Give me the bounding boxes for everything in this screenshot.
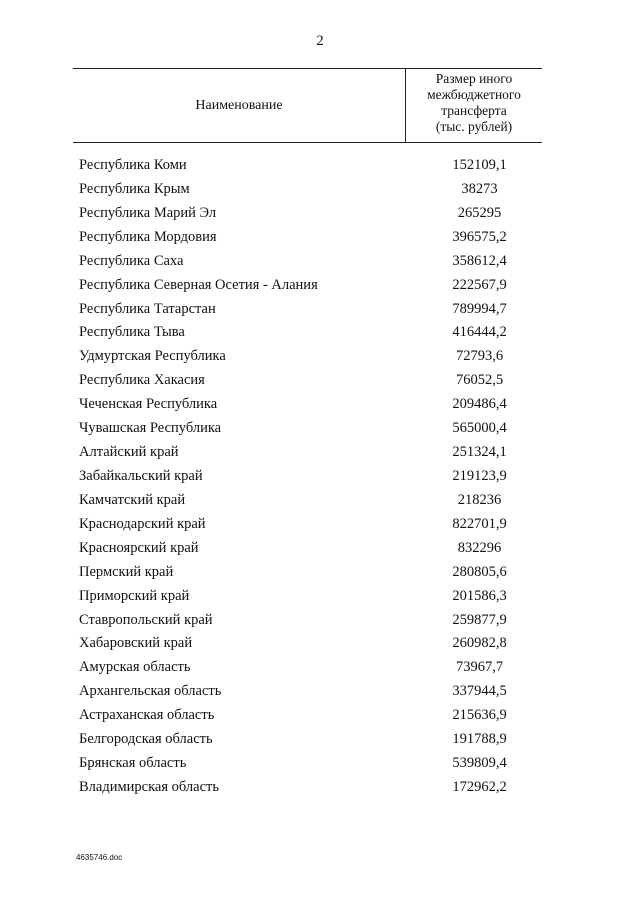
transfer-amount: 396575,2 [452,228,507,245]
table-row [79,369,542,393]
region-name: Ставропольский край [79,611,213,628]
region-name: Чувашская Республика [79,420,222,437]
transfer-amount: 172962,2 [452,778,507,795]
region-name: Забайкальский край [79,467,203,484]
table-row [79,393,542,417]
transfer-amount: 76052,5 [455,372,504,389]
region-name: Камчатский край [79,491,186,508]
transfer-amount: 822701,9 [452,515,507,532]
table-row [79,226,542,250]
table-row [79,274,542,298]
header-value-line: Размер иного [435,71,513,86]
transfer-amount: 191788,9 [452,731,507,748]
region-name: Республика Татарстан [79,300,216,317]
transfer-amount: 73967,7 [455,659,504,676]
table-row [79,609,542,633]
region-name: Архангельская область [79,683,222,700]
transfer-amount: 260982,8 [452,635,507,652]
header-value-line: трансферта [441,103,507,118]
table-row [79,417,542,441]
region-name: Владимирская область [79,778,219,795]
transfer-amount: 152109,1 [452,157,507,173]
header-name-column: Наименование [195,97,283,113]
table-row [79,513,542,537]
table-row [79,776,542,800]
header-value-line: (тыс. рублей) [435,119,513,134]
table-row [79,345,542,369]
transfer-amount: 209486,4 [452,396,507,413]
table-row [79,704,542,728]
transfer-amount: 789994,7 [452,300,507,317]
table-row [79,441,542,465]
page-number: 2 [316,33,324,49]
table-row [79,321,542,345]
region-name: Республика Саха [79,252,184,269]
region-name: Республика Северная Осетия - Алания [79,276,318,293]
header-value-column [406,71,542,135]
table-row [79,752,542,776]
transfer-amount: 416444,2 [452,324,507,341]
table-row [79,632,542,656]
region-name: Брянская область [79,755,187,772]
table-row [79,465,542,489]
transfer-amount: 38273 [461,180,498,197]
table-row [79,585,542,609]
table-row [79,154,542,178]
region-name: Удмуртская Республика [79,348,226,365]
header-value-line: межбюджетного [427,87,521,102]
transfer-amount: 215636,9 [452,707,507,724]
region-name: Республика Марий Эл [79,204,217,221]
region-name: Амурская область [79,659,191,676]
region-name: Пермский край [79,563,174,580]
transfer-amount: 832296 [457,539,502,556]
region-name: Республика Крым [79,180,190,197]
region-name: Республика Тыва [79,324,185,341]
region-name: Красноярский край [79,539,199,556]
transfer-amount: 218236 [457,491,502,508]
region-name: Белгородская область [79,731,213,748]
table-row [79,489,542,513]
table-row [79,656,542,680]
region-name: Приморский край [79,587,190,604]
table-row [79,250,542,274]
transfer-amount: 280805,6 [452,563,507,580]
table-row [79,561,542,585]
transfer-amount: 265295 [457,204,502,221]
region-name: Алтайский край [79,444,179,461]
table-row [79,202,542,226]
transfer-amount: 201586,3 [452,587,507,604]
transfer-amount: 259877,9 [452,611,507,628]
region-name: Республика Хакасия [79,372,205,389]
region-name: Республика Коми [79,157,187,173]
transfer-amount: 72793,6 [455,348,504,365]
table-row [79,728,542,752]
transfer-amount: 219123,9 [452,467,507,484]
table-header [73,68,542,143]
region-name: Хабаровский край [79,635,193,652]
table-row [79,680,542,704]
region-name: Краснодарский край [79,515,206,532]
transfer-amount: 251324,1 [452,444,507,461]
table-row [79,178,542,202]
region-name: Республика Мордовия [79,228,217,245]
table-row [79,298,542,322]
transfer-amount: 539809,4 [452,755,507,772]
region-name: Астраханская область [79,707,215,724]
transfer-amount: 565000,4 [452,420,507,437]
region-name: Чеченская Республика [79,396,218,413]
transfer-amount: 222567,9 [452,276,507,293]
transfer-amount: 337944,5 [452,683,507,700]
table-body [79,154,542,800]
table-row [79,537,542,561]
file-name-footer: 4635746.doc [76,853,123,862]
transfer-amount: 358612,4 [452,252,507,269]
